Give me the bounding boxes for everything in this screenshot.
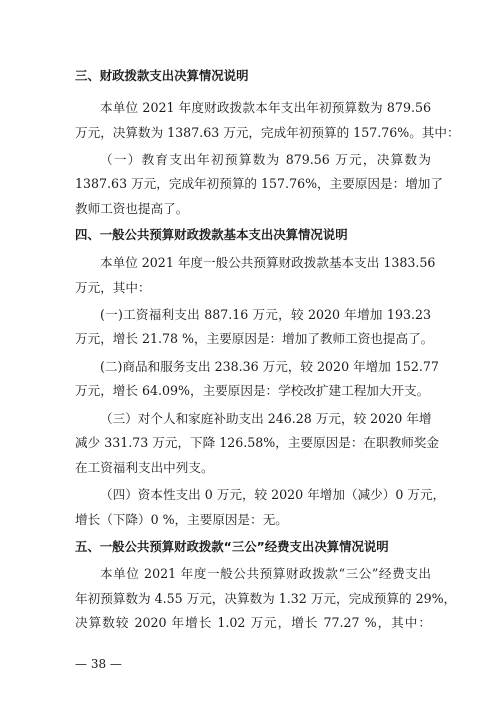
paragraph-line: 增长（下降）0 %，主要原因是：无。 [75, 512, 288, 527]
paragraph-line: （三）对个人和家庭补助支出 246.28 万元，较 2020 年增 [100, 411, 432, 426]
paragraph-line: (一)工资福利支出 887.16 万元，较 2020 年增加 193.23 [100, 307, 431, 322]
paragraph-line: 教师工资也提高了。 [75, 201, 189, 216]
page-number: — 38 — [75, 657, 122, 671]
paragraph-line: 本单位 2021 年度一般公共预算财政拨款“三公”经费支出 [100, 566, 431, 581]
paragraph-line: 万元，其中： [75, 280, 151, 295]
paragraph-line: 万元，增长 64.09%，主要原因是：学校改扩建工程加大开支。 [75, 383, 430, 398]
paragraph-line: 在工资福利支出中列支。 [75, 460, 214, 475]
paragraph-line: 减少 331.73 万元，下降 126.58%，主要原因是：在职教师奖金 [75, 435, 439, 450]
paragraph-line: （四）资本性支出 0 万元，较 2020 年增加（减少）0 万元， [100, 487, 446, 502]
section-heading: 三、财政拨款支出决算情况说明 [75, 68, 249, 83]
paragraph-line: （一）教育支出年初预算数为 879.56 万元，决算数为 [100, 152, 431, 167]
section-heading: 五、一般公共预算财政拨款“三公”经费支出决算情况说明 [75, 539, 389, 554]
paragraph-line: (二)商品和服务支出 238.36 万元，较 2020 年增加 152.77 [100, 359, 439, 374]
paragraph-line: 年初预算数为 4.55 万元，决算数为 1.32 万元，完成预算的 29%， [75, 591, 457, 606]
paragraph-line: 万元，决算数为 1387.63 万元，完成年初预算的 157.76%。其中： [75, 125, 460, 140]
section-heading: 四、一般公共预算财政拨款基本支出决算情况说明 [75, 227, 348, 242]
paragraph-line: 决算数较 2020 年增长 1.02 万元，增长 77.27 %，其中： [75, 615, 431, 630]
paragraph-line: 万元，增长 21.78 %，主要原因是：增加了教师工资也提高了。 [75, 331, 434, 346]
paragraph-line: 本单位 2021 年度一般公共预算财政拨款基本支出 1383.56 [100, 255, 436, 270]
paragraph-line: 本单位 2021 年度财政拨款本年支出年初预算数为 879.56 [100, 100, 431, 115]
paragraph-line: 1387.63 万元，完成年初预算的 157.76%，主要原因是：增加了 [75, 176, 443, 191]
